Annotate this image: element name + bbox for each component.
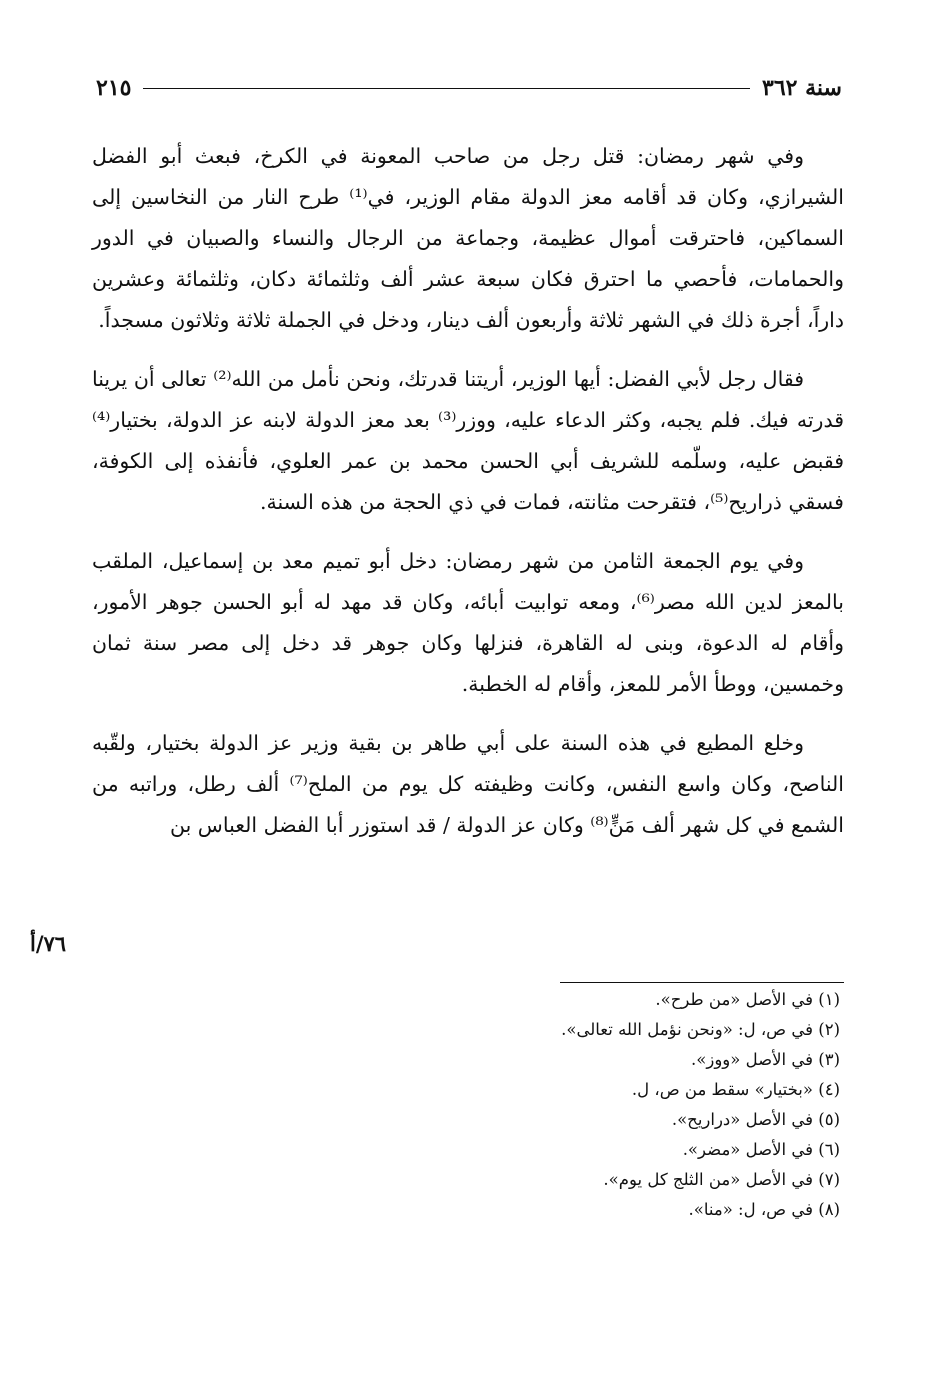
main-text bbox=[92, 136, 844, 864]
paragraph: وفي يوم الجمعة الثامن من شهر رمضان: دخل أبو تميم معد بن إسماعيل، الملقب بالمعز لدين الله مصر⁽⁶⁾، ومعه توابيت أبائه، وكان قد مهد له أبو الحسن جوهر الأمور، وأقام له الدعوة، وبنى له القاهرة، فنزلها وكان جوهر قد دخل إلى مصر سنة ثمان وخمسين، ووطأ الأمر للمعز، وأقام له الخطبة. bbox=[92, 549, 844, 696]
paragraph: وفي شهر رمضان: قتل رجل من صاحب المعونة في الكرخ، فبعث أبو الفضل الشيرازي، وكان قد أقامه معز الدولة مقام الوزير، في⁽¹⁾ طرح النار من النخاسين إلى السماكين، فاحترقت أموال عظيمة، وجماعة من الرجال والنساء والصبيان في الدور والحمامات، فأحصي ما احترق فكان سبعة عشر ألف وثلثمائة دكان، وثلثمائة وعشرين داراً، أجرة ذلك في الشهر ثلاثة وأربعون ألف دينار، ودخل في الجملة ثلاثة وثلاثون مسجداً. bbox=[92, 144, 844, 332]
paragraph: فقال رجل لأبي الفضل: أيها الوزير، أريتنا قدرتك، ونحن نأمل من الله⁽²⁾ تعالى أن يرينا قدرته فيك. فلم يجبه، وكثر الدعاء عليه، ووزر⁽³⁾ بعد معز الدولة لابنه عز الدولة، بختيار⁽⁴⁾ فقبض عليه، وسلّمه للشريف أبي الحسن محمد بن عمر العلوي، فأنفذه إلى الكوفة، فسقي ذراريح⁽⁵⁾، فتقرحت مثانته، فمات في ذي الحجة من هذه السنة. bbox=[92, 367, 845, 514]
footnote: (٢) في ص، ل: «ونحن نؤمل الله تعالى». bbox=[561, 1020, 840, 1039]
footnote: (٣) في الأصل «ووز». bbox=[691, 1050, 840, 1069]
paragraph: وخلع المطيع في هذه السنة على أبي طاهر بن بقية وزير عز الدولة بختيار، ولقّبه الناصح، وكان واسع النفس، وكانت وظيفته كل يوم من الملح⁽⁷⁾ ألف رطل، وراتبه من الشمع في كل شهر ألف مَنٍّ⁽⁸⁾ وكان عز الدولة / قد استوزر أبا الفضل العباس بن bbox=[92, 731, 844, 837]
footnote: (٧) في الأصل «من الثلج كل يوم». bbox=[603, 1170, 840, 1189]
manuscript-folio-marker: ٧٦/أ bbox=[30, 931, 67, 956]
page-header bbox=[96, 72, 842, 104]
footnote: (٨) في ص، ل: «منا». bbox=[688, 1200, 840, 1219]
header-rule bbox=[143, 88, 750, 89]
footnote: (٥) في الأصل «دراريح». bbox=[671, 1110, 840, 1129]
footnote: (١) في الأصل «من طرح». bbox=[655, 990, 840, 1009]
page-number: ٢١٥ bbox=[96, 75, 132, 101]
footnote: (٦) في الأصل «مضر». bbox=[682, 1140, 840, 1159]
footnote: (٤) «بختيار» سقط من ص، ل. bbox=[631, 1080, 840, 1099]
footnote-separator bbox=[560, 982, 844, 983]
running-title: سنة ٣٦٢ bbox=[762, 75, 842, 101]
footnotes bbox=[240, 985, 840, 1225]
